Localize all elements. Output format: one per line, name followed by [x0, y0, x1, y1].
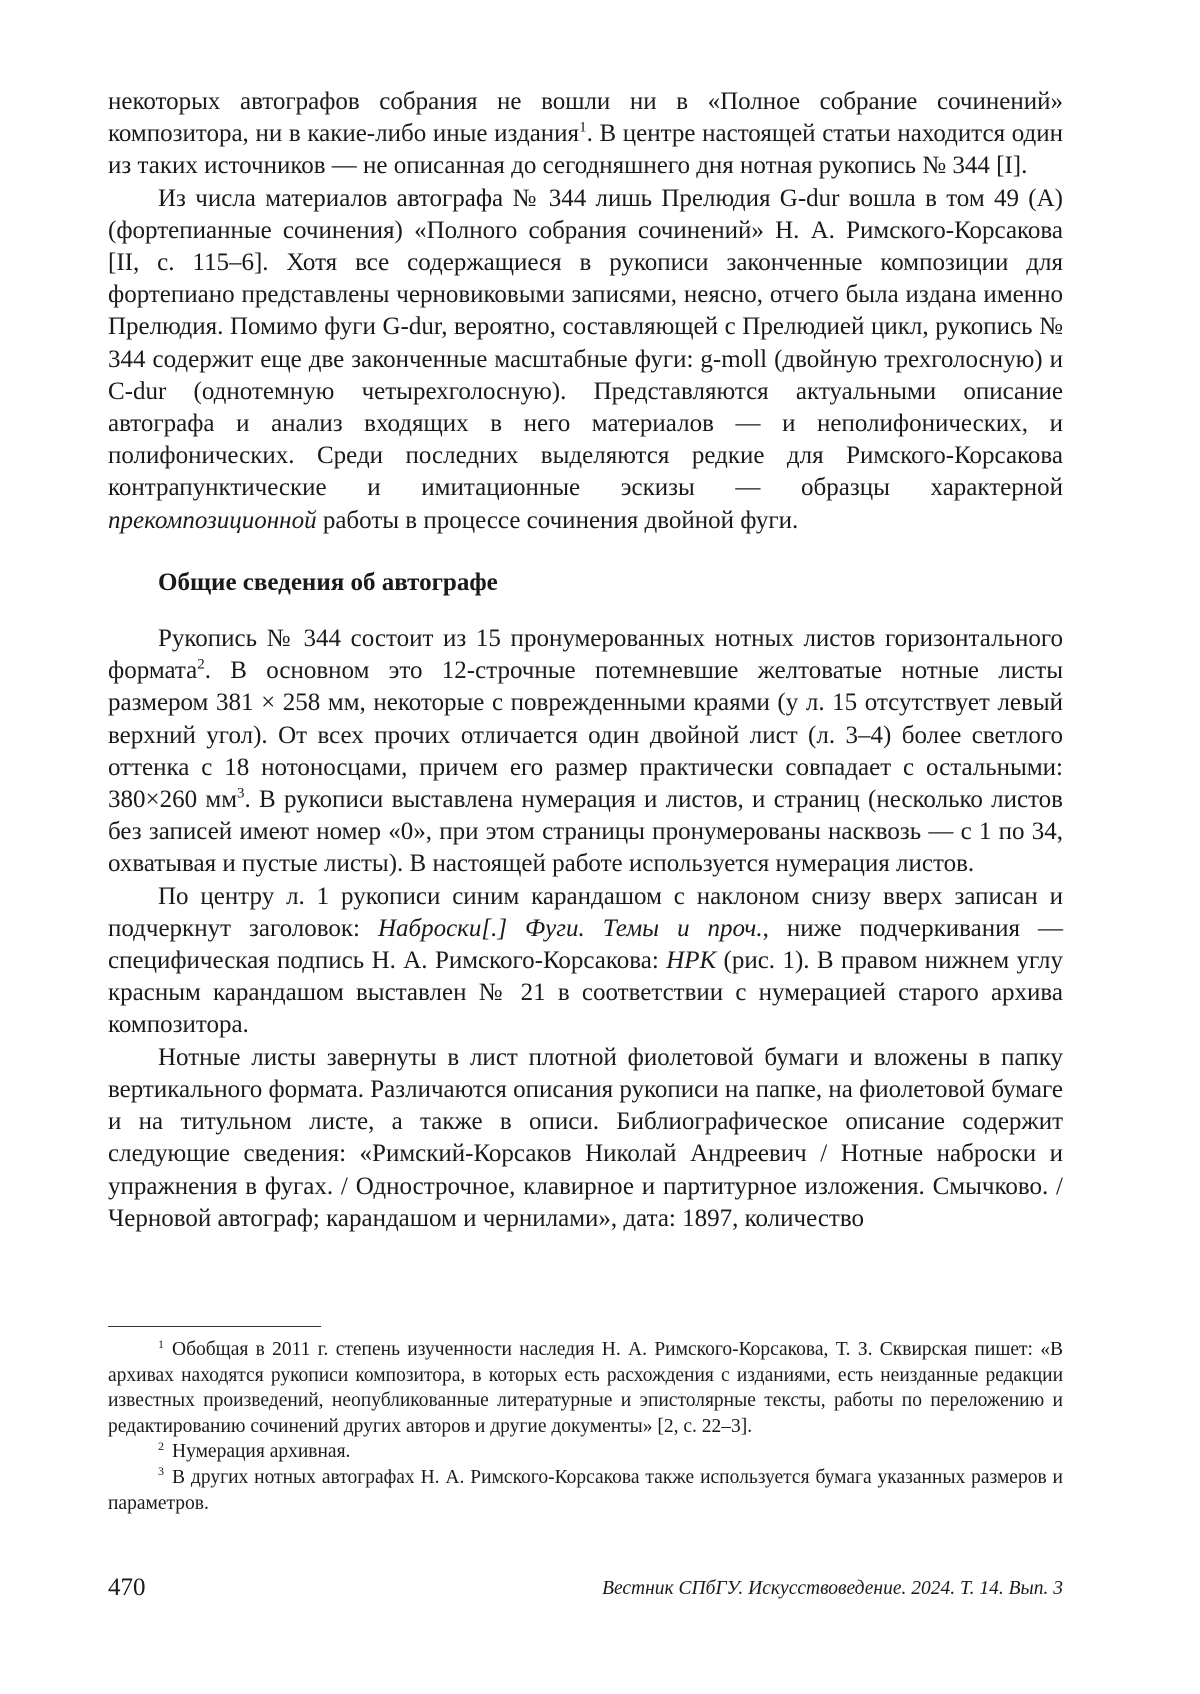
- footnote-ref-3[interactable]: 3: [237, 785, 245, 802]
- section-heading: Общие сведения об автографе: [158, 568, 498, 596]
- footnote-divider: [108, 1326, 321, 1327]
- paragraph-3: [108, 623, 1063, 881]
- footnote-text: В других нотных автографах Н. А. Римского-Корсакова также используется бумага указанных размеров и параметров.: [108, 1466, 1063, 1514]
- paragraph-4-text-b: , ниже подчеркивания — специфическая подпись Н. А. Римского-Корсакова:: [108, 914, 1063, 975]
- footnote-1: [108, 1337, 1063, 1439]
- footnote-ref-2[interactable]: 2: [197, 656, 205, 673]
- paragraph-2: [108, 183, 1063, 537]
- paragraph-4-text-a: По центру л. 1 рукописи синим карандашом с наклоном снизу вверх записан и подчеркнут заголовок:: [108, 882, 1063, 942]
- paragraph-4-title-emphasis: Наброски[.] Фуги. Темы и проч.: [377, 914, 763, 942]
- paragraph-2-text-a: Из числа материалов автографа № 344 лишь Прелюдия G-dur вошла в том 49 (А) (фортепианные сочинения) «Полного собрания сочинений» Н. А. Римского-Корсакова [II, с. 115–6]. Хотя все содержащиеся в рукописи законченные композиции для фортепиано представлены черновиковыми записями, неясно, отчего была издана именно Прелюдия. Помимо фуги G-dur, вероятно, составляющей с Прелюдией цикл, рукопись № 344 содержит еще две законченные масштабные фуги: g-moll (двойную трехголосную) и C-dur (однотемную четырехголосную). Представляются актуальными описание автографа и анализ входящих в него материалов — и неполифонических, и полифонических. Среди последних выделяются редкие для Римского-Корсакова контрапунктические и имитационные эскизы — образцы характерной: [108, 184, 1063, 502]
- paragraph-1: [108, 86, 1063, 183]
- footnote-3: [108, 1465, 1063, 1516]
- paragraph-3-text-c: . В рукописи выставлена нумерация и листов, и страниц (несколько листов без записей имеют номер «0», при этом страницы пронумерованы насквозь — с 1 по 34, охватывая и пустые листы). В настоящей работе используется нумерация листов.: [108, 786, 1063, 878]
- page-number: 470: [108, 1574, 146, 1601]
- footnote-number: 3: [158, 1464, 164, 1479]
- footnote-text: Нумерация архивная.: [172, 1441, 351, 1463]
- footnotes: [108, 1337, 1063, 1516]
- journal-running-footer: Вестник СПбГУ. Искусствоведение. 2024. Т. 14. Вып. 3: [602, 1578, 1063, 1599]
- footnote-text: Обобщая в 2011 г. степень изученности наследия Н. А. Римского-Корсакова, Т. З. Сквирская пишет: «В архивах находятся рукописи композитора, в которых есть расхождения с изданиями, есть неизданные редакции известных произведений, неопубликованные литературные и эпистолярные тексты, работы по переложению и редактированию сочинений других авторов и другие документы» [2, с. 22–3].: [108, 1339, 1063, 1437]
- footnote-ref-1[interactable]: 1: [579, 119, 587, 136]
- paragraph-4: [108, 881, 1063, 1042]
- paragraph-3-text-a: Рукопись № 344 состоит из 15 пронумерованных нотных листов горизонтального формата: [108, 625, 1063, 685]
- page-footer: [108, 1574, 1063, 1604]
- paragraph-2-emphasis: прекомпозиционной: [108, 506, 317, 534]
- paragraph-5-text: Нотные листы завернуты в лист плотной фиолетовой бумаги и вложены в папку вертикального формата. Различаются описания рукописи на папке, на фиолетовой бумаге и на титульном листе, а также в описи. Библиографическое описание содержит следующие сведения: «Римский-Корсаков Николай Андреевич / Нотные наброски и упражнения в фугах. / Однострочное, клавирное и партитурное изложения. Смычково. / Черновой автограф; карандашом и чернилами», дата: 1897, количество: [108, 1043, 1063, 1232]
- footnote-2: [108, 1439, 1063, 1465]
- main-text: [108, 86, 1063, 1235]
- footnote-number: 1: [158, 1336, 164, 1351]
- paragraph-4-text-c: (рис. 1). В правом нижнем углу красным карандашом выставлен № 21 в соответствии с нумерацией старого архива композитора.: [108, 947, 1063, 1039]
- paragraph-3-text-b: . В основном это 12-строчные потемневшие желтоватые нотные листы размером 381 × 258 мм, некоторые с поврежденными краями (у л. 15 отсутствует левый верхний угол). От всех прочих отличается один двойной лист (л. 3–4) более светлого оттенка с 18 нотоносцами, причем его размер практически совпадает с остальными: 380×260 мм: [108, 657, 1063, 814]
- footnote-number: 2: [158, 1438, 164, 1453]
- paragraph-2-text-b: работы в процессе сочинения двойной фуги.: [316, 506, 799, 534]
- paragraph-5: [108, 1042, 1063, 1235]
- paragraph-1-text-b: . В центре настоящей статьи находится один из таких источников — не описанная до сегодняшнего дня нотная рукопись № 344 [I].: [108, 120, 1063, 180]
- paragraph-4-signature-emphasis: НРК: [666, 947, 717, 975]
- paragraph-1-text-a: некоторых автографов собрания не вошли ни в «Полное собрание сочинений» композитора, ни в какие-либо иные издания: [108, 88, 1063, 148]
